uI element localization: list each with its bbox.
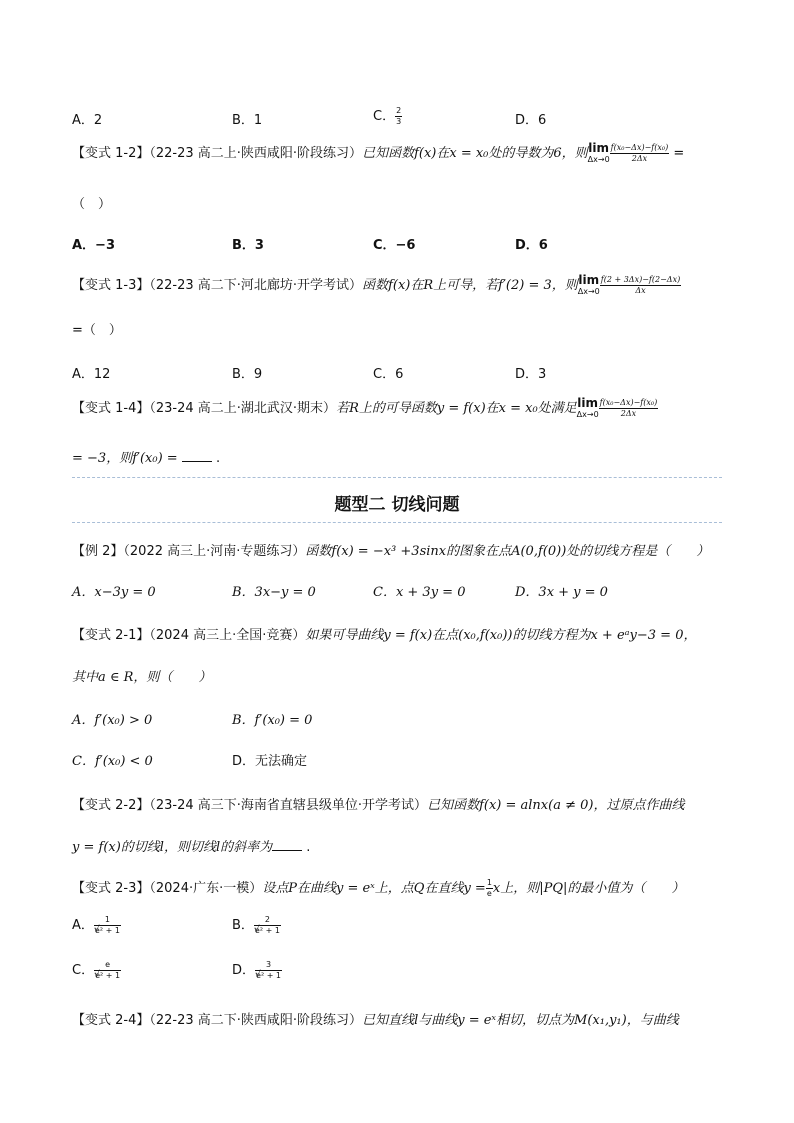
- v14-text: 若R上的可导函数y = f(x)在x = x₀处满足: [336, 401, 577, 416]
- v23-frac-num: 1: [486, 878, 492, 887]
- p1-frac-num: 2: [396, 106, 402, 115]
- v12-tail: =: [673, 146, 685, 161]
- v14-answer-blank: [182, 451, 212, 462]
- v13-frac-den: Δx: [635, 286, 646, 295]
- ex2-text: 函数f(x) = −x³ +3sinx的图象在点A(0,f(0))处的切线方程是（ ）: [305, 544, 710, 559]
- v12-lim-word: lim: [588, 140, 610, 155]
- v13-lim: [577, 272, 600, 297]
- v21-option-a: A．f′(x₀) > 0: [72, 713, 153, 728]
- v23-option-a-den: e² + 1: [94, 926, 120, 935]
- section-title: 题型二 切线问题: [334, 495, 460, 515]
- v13-tail: =（ ）: [72, 323, 122, 338]
- v22-source: （23-24 高三下·海南省直辖县级单位·开学考试）: [149, 798, 428, 813]
- v12-fraction: [610, 143, 670, 164]
- v12-lim: [587, 140, 610, 165]
- v21-source: （2024 高三上·全国·竞赛）: [149, 628, 306, 643]
- v13-option-a: A．12: [72, 367, 111, 382]
- v21-question: [72, 624, 696, 643]
- p1-option-d: D．6: [515, 113, 547, 128]
- v12-source: （22-23 高二上·陕西咸阳·阶段练习）: [149, 146, 363, 161]
- v13-source: （22-23 高二下·河北廊坊·开学考试）: [149, 278, 363, 293]
- v23-option-b-den: e² + 1: [254, 926, 280, 935]
- v13-option-d: D．3: [515, 367, 547, 382]
- v22-line2-text: y = f(x)的切线l，则切线l的斜率为: [72, 840, 273, 855]
- section-divider-top: [72, 477, 722, 478]
- v21-option-b: B．f′(x₀) = 0: [232, 713, 313, 728]
- v21-option-c: C．f′(x₀) < 0: [72, 754, 153, 769]
- p1-option-c-label: C．: [373, 109, 396, 124]
- v22-question: [72, 794, 684, 813]
- v12-frac-num: f(x₀−Δx)−f(x₀): [610, 143, 669, 152]
- v14-line2-text: = −3，则f′(x₀) =: [72, 451, 178, 466]
- v22-line2: [72, 836, 310, 855]
- v12-option-d: D．6: [515, 238, 548, 253]
- v14-lim-sub: Δx→0: [576, 409, 599, 419]
- v23-option-a-num: 1: [94, 915, 121, 926]
- v23-fraction: [486, 878, 493, 899]
- v13-option-b: B．9: [232, 367, 263, 382]
- ex2-question: [72, 540, 709, 559]
- v23-source: （2024·广东·一模）: [149, 881, 263, 896]
- v12-text: 已知函数f(x)在x = x₀处的导数为6，则: [362, 146, 588, 161]
- ex2-option-c: C．x + 3y = 0: [373, 585, 466, 600]
- v14-source: （23-24 高二上·湖北武汉·期末）: [149, 401, 337, 416]
- v23-tag: 【变式 2-3】: [72, 881, 150, 896]
- v14-end: .: [215, 451, 221, 466]
- v14-lim: [576, 395, 599, 420]
- v12-option-c: C．−6: [373, 238, 416, 253]
- v23-text2: x上，则|PQ|的最小值为（ ）: [492, 881, 685, 896]
- v14-frac-den: 2Δx: [620, 409, 637, 418]
- v23-option-d-den: e² + 1: [256, 971, 282, 980]
- v23-option-b-num: 2: [254, 915, 281, 926]
- v14-line2: [72, 447, 220, 466]
- v22-tag: 【变式 2-2】: [72, 798, 150, 813]
- v13-question: [72, 274, 681, 297]
- v14-question: [72, 397, 658, 420]
- v23-option-c-label: C．: [72, 963, 95, 978]
- v21-option-d: D．无法确定: [232, 754, 308, 769]
- v14-fraction: [599, 398, 659, 419]
- v24-tag: 【变式 2-4】: [72, 1013, 150, 1028]
- v23-option-a: [72, 914, 121, 936]
- v22-answer-blank: [272, 840, 302, 851]
- v12-blank: （ ）: [72, 197, 112, 212]
- ex2-tag: 【例 2】: [72, 544, 124, 559]
- v13-fraction: [600, 275, 681, 296]
- ex2-source: （2022 高三上·河南·专题练习）: [123, 544, 306, 559]
- v12-frac-den: 2Δx: [631, 154, 648, 163]
- v23-text1: 设点P在曲线y = eˣ上，点Q在直线y =: [262, 881, 486, 896]
- v22-end: .: [306, 840, 311, 855]
- v21-line2: 其中a ∈ R，则（ ）: [72, 670, 212, 685]
- v23-question: [72, 877, 684, 899]
- v23-frac-den: e: [486, 889, 492, 898]
- v22-text: 已知函数f(x) = alnx(a ≠ 0)，过原点作曲线: [427, 798, 685, 813]
- v23-option-b-label: B．: [232, 918, 254, 933]
- p1-option-a: A．2: [72, 113, 103, 128]
- ex2-option-a: A．x−3y = 0: [72, 585, 156, 600]
- v13-lim-word: lim: [578, 272, 600, 287]
- v23-option-d-label: D．: [232, 963, 256, 978]
- v23-option-a-label: A．: [72, 918, 94, 933]
- v21-text: 如果可导曲线y = f(x)在点(x₀,f(x₀))的切线方程为x + eᵃy−3 = 0，: [305, 628, 697, 643]
- v24-text: 已知直线l与曲线y = eˣ相切，切点为M(x₁,y₁)，与曲线: [362, 1013, 679, 1028]
- v23-option-c: [72, 959, 121, 981]
- v13-frac-num: f(2 + 3Δx)−f(2−Δx): [600, 275, 681, 284]
- v24-question: [72, 1009, 679, 1028]
- v23-option-d: [232, 959, 282, 981]
- v13-lim-sub: Δx→0: [577, 286, 600, 296]
- v13-tag: 【变式 1-3】: [72, 278, 150, 293]
- v14-lim-word: lim: [577, 395, 599, 410]
- p1-option-c: [373, 105, 402, 127]
- v21-tag: 【变式 2-1】: [72, 628, 150, 643]
- section-divider-bottom: [72, 522, 722, 523]
- ex2-option-d: D．3x + y = 0: [515, 585, 608, 600]
- v23-option-b: [232, 914, 281, 936]
- v24-source: （22-23 高二下·陕西咸阳·阶段练习）: [149, 1013, 363, 1028]
- v12-lim-sub: Δx→0: [587, 154, 610, 164]
- v14-tag: 【变式 1-4】: [72, 401, 150, 416]
- v23-option-d-num: 3: [255, 960, 282, 971]
- v12-option-a: A．−3: [72, 238, 115, 253]
- v13-option-c: C．6: [373, 367, 404, 382]
- v12-option-b: B．3: [232, 238, 264, 253]
- ex2-option-b: B．3x−y = 0: [232, 585, 316, 600]
- v13-text: 函数f(x)在R上可导，若f′(2) = 3，则: [362, 278, 578, 293]
- v23-option-c-den: e² + 1: [95, 971, 121, 980]
- v14-frac-num: f(x₀−Δx)−f(x₀): [599, 398, 658, 407]
- v12-question: [72, 142, 684, 165]
- v12-tag: 【变式 1-2】: [72, 146, 150, 161]
- v23-option-c-num: e: [94, 960, 121, 971]
- p1-option-b: B．1: [232, 113, 263, 128]
- p1-frac-den: 3: [396, 117, 402, 126]
